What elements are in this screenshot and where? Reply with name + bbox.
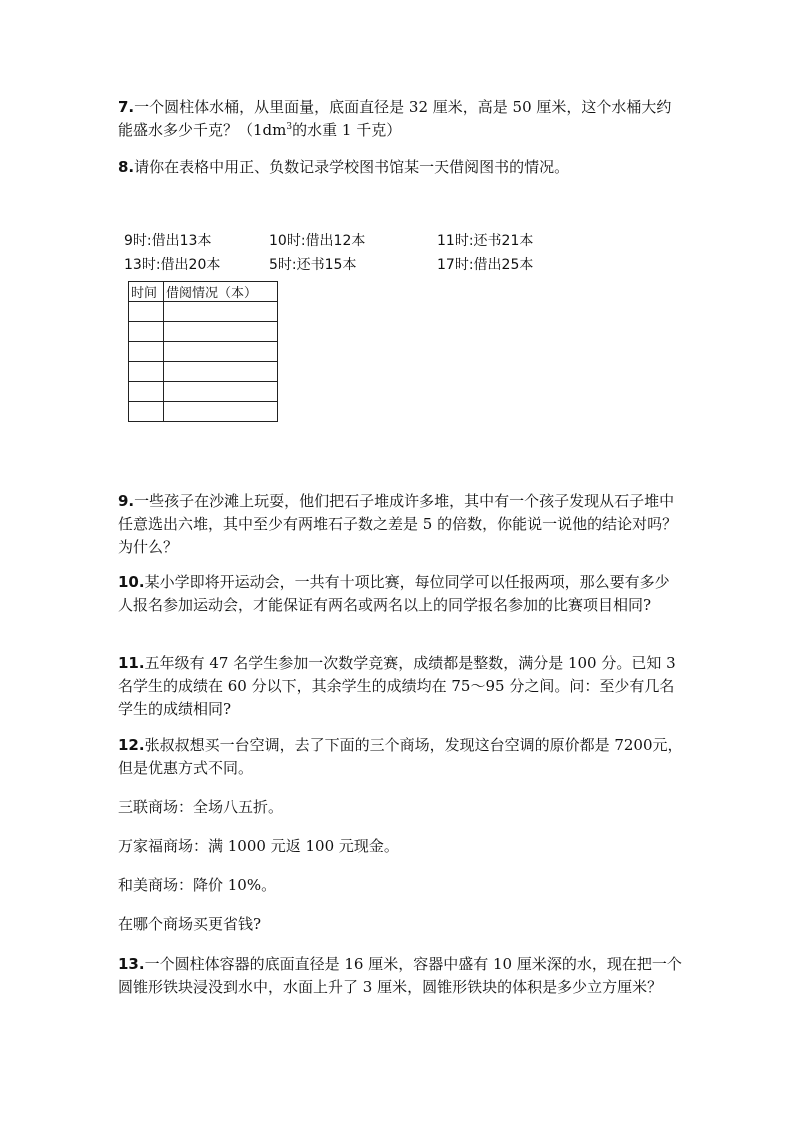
table-cell[interactable]: [164, 342, 278, 362]
superscript: 3: [286, 122, 293, 132]
question-number: 8.: [118, 158, 135, 176]
question-9: [118, 490, 683, 559]
question-text: 五年级有 47 名学生参加一次数学竞赛，成绩都是整数，满分是 100 分。已知 3 名学生的成绩在 60 分以下，其余学生的成绩均在 75～95 分之间。问：至少有几名学生的成绩相同?: [118, 654, 676, 718]
table-row: [129, 302, 278, 322]
table-cell[interactable]: [129, 302, 164, 322]
question-text: 某小学即将开运动会，一共有十项比赛，每位同学可以任报两项，那么要有多少人报名参加运动会，才能保证有两名或两名以上的同学报名参加的比赛项目相同?: [118, 573, 670, 614]
table-row: [129, 342, 278, 362]
question-number: 10.: [118, 573, 145, 591]
question-text: 一个圆柱体水桶，从里面量，底面直径是 32 厘米，高是 50 厘米，这个水桶大约能盛水多少千克？（1dm: [118, 98, 672, 139]
question-text: 一些孩子在沙滩上玩耍，他们把石子堆成许多堆，其中有一个孩子发现从石子堆中任意选出六堆，其中至少有两堆石子数之差是 5 的倍数，你能说一说他的结论对吗？为什么？: [118, 492, 678, 556]
question-number: 11.: [118, 654, 145, 672]
table-header-row: [129, 282, 278, 302]
record-item: 17时:借出25本: [437, 257, 534, 273]
record-item: 9时:借出13本: [124, 233, 212, 249]
question-number: 13.: [118, 955, 145, 973]
table-cell[interactable]: [164, 322, 278, 342]
question-number: 7.: [118, 98, 135, 116]
table-cell[interactable]: [129, 402, 164, 422]
question-text-end: 的水重 1 千克）: [292, 121, 402, 139]
table-row: [129, 382, 278, 402]
question-7: [118, 96, 683, 142]
option-hemei: 和美商场：降价 10%。: [118, 876, 277, 894]
header-time: 时间: [129, 282, 164, 302]
option-sanlian: 三联商场：全场八五折。: [118, 798, 284, 816]
question-12: [118, 734, 683, 780]
table-cell[interactable]: [129, 362, 164, 382]
table-row: [129, 402, 278, 422]
table-cell[interactable]: [129, 382, 164, 402]
question-11: [118, 652, 683, 721]
table-cell[interactable]: [164, 382, 278, 402]
question-13: [118, 953, 683, 999]
question-number: 12.: [118, 736, 145, 754]
record-item: 10时:借出12本: [269, 233, 366, 249]
question-8: [118, 156, 683, 179]
question-text: 一个圆柱体容器的底面直径是 16 厘米，容器中盛有 10 厘米深的水，现在把一个圆锥形铁块浸没到水中，水面上升了 3 厘米，圆锥形铁块的体积是多少立方厘米？: [118, 955, 682, 996]
option-wanjiafu: 万家福商场：满 1000 元返 100 元现金。: [118, 837, 399, 855]
header-borrow-status: 借阅情况（本）: [164, 282, 278, 302]
table-cell[interactable]: [164, 402, 278, 422]
table-cell[interactable]: [129, 322, 164, 342]
question-10: [118, 571, 683, 617]
table-row: [129, 322, 278, 342]
question-text: 请你在表格中用正、负数记录学校图书馆某一天借阅图书的情况。: [134, 158, 570, 176]
table-cell[interactable]: [164, 302, 278, 322]
table-cell[interactable]: [164, 362, 278, 382]
table-cell[interactable]: [129, 342, 164, 362]
question-number: 9.: [118, 492, 135, 510]
table-row: [129, 362, 278, 382]
record-item: 13时:借出20本: [124, 257, 221, 273]
question-text: 张叔叔想买一台空调，去了下面的三个商场，发现这台空调的原价都是 7200元，但是优惠方式不同。: [118, 736, 683, 777]
record-item: 5时:还书15本: [269, 257, 357, 273]
question-12-ask: 在哪个商场买更省钱?: [118, 915, 262, 933]
record-item: 11时:还书21本: [437, 233, 534, 249]
borrow-record-table: [128, 281, 278, 422]
